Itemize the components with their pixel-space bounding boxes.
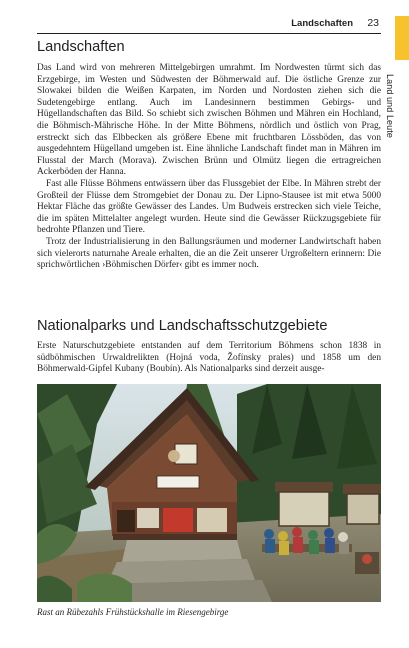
chapter-side-label-text: Land und Leute [385,74,395,138]
paragraph: Trotz der Industrialisierung in den Ballungsräumen und moderner Landwirtschaft haben sich vielerorts naturnahe Areale erhalten, die an die Zeit unserer Urgroßeltern erinnern: Die sprichwörtlichen ›Böhmischen Dörfer‹ gibt es immer noch. [37,236,381,271]
section-heading-nationalparks: Nationalparks und Landschaftsschutzgebiete [37,318,328,334]
running-head [0,17,409,33]
section-body-nationalparks [37,341,381,376]
paragraph: Erste Naturschutzgebiete entstanden auf dem Territorium Böhmens schon 1838 in südböhmischen Urwaldrelikten (Hojná voda, Žofínsky prales) und 1858 um den Böhmerwald-Gipfel Kubany (Boubín). Als Nationalparks sind derzeit ausge- [37,341,381,375]
section-heading-landschaften: Landschaften [37,39,125,55]
running-head-section: Landschaften [291,18,353,29]
figure-caption: Rast an Rübezahls Frühstückshalle im Riesengebirge [37,607,229,617]
chapter-side-label [382,74,398,154]
section-body-landschaften [37,63,381,272]
photo-mountain-hut [37,384,381,602]
chapter-tab-marker [395,16,409,60]
paragraph: Das Land wird von mehreren Mittelgebirgen umrahmt. Im Nordwesten türmt sich das Erzgebirge, im Westen und Südwesten der Böhmerwald auf. Die östliche Grenze zur Slowakei bilden die Weißen Karpaten, im Norden und Nordosten ziehen sich die Sudetengebirge entlang. Auch im Landesinnern bestimmen Gebirgs- und Hügellandschaften das Bild. So schiebt sich zwischen Böhmen und Mähren ein Hochland, die Böhmisch-Mährische Höhe. In der Mitte Böhmens, nördlich und östlich von Prag, erstreckt sich das Elbbecken als größere Ebene mit fruchtbaren Lössböden, das von ausgedehntem Hügelland umgeben ist. Eine ähnliche Landschaft findet man in Mähren im Flusstal der March (Morava). Zwischen Brünn und Olmütz liegen die ertragreichen Ackerböden der Hanna. [37,63,381,178]
paragraph: Fast alle Flüsse Böhmens entwässern über das Flussgebiet der Elbe. In Mähren strebt der Großteil der Flüsse dem Stromgebiet der Donau zu. Der Lipno-Stausee ist mit etwa 5000 Hektar Fläche das größte Gewässer des Landes. Um Budweis erstrecken sich viele Teiche, die im späten Mittelalter angelegt wurden. Heute sind die Gewässer Rückzugsgebiete für bedrohte Pflanzen und Tiere. [37,178,381,236]
page-number: 23 [367,17,379,29]
header-rule [37,33,381,34]
